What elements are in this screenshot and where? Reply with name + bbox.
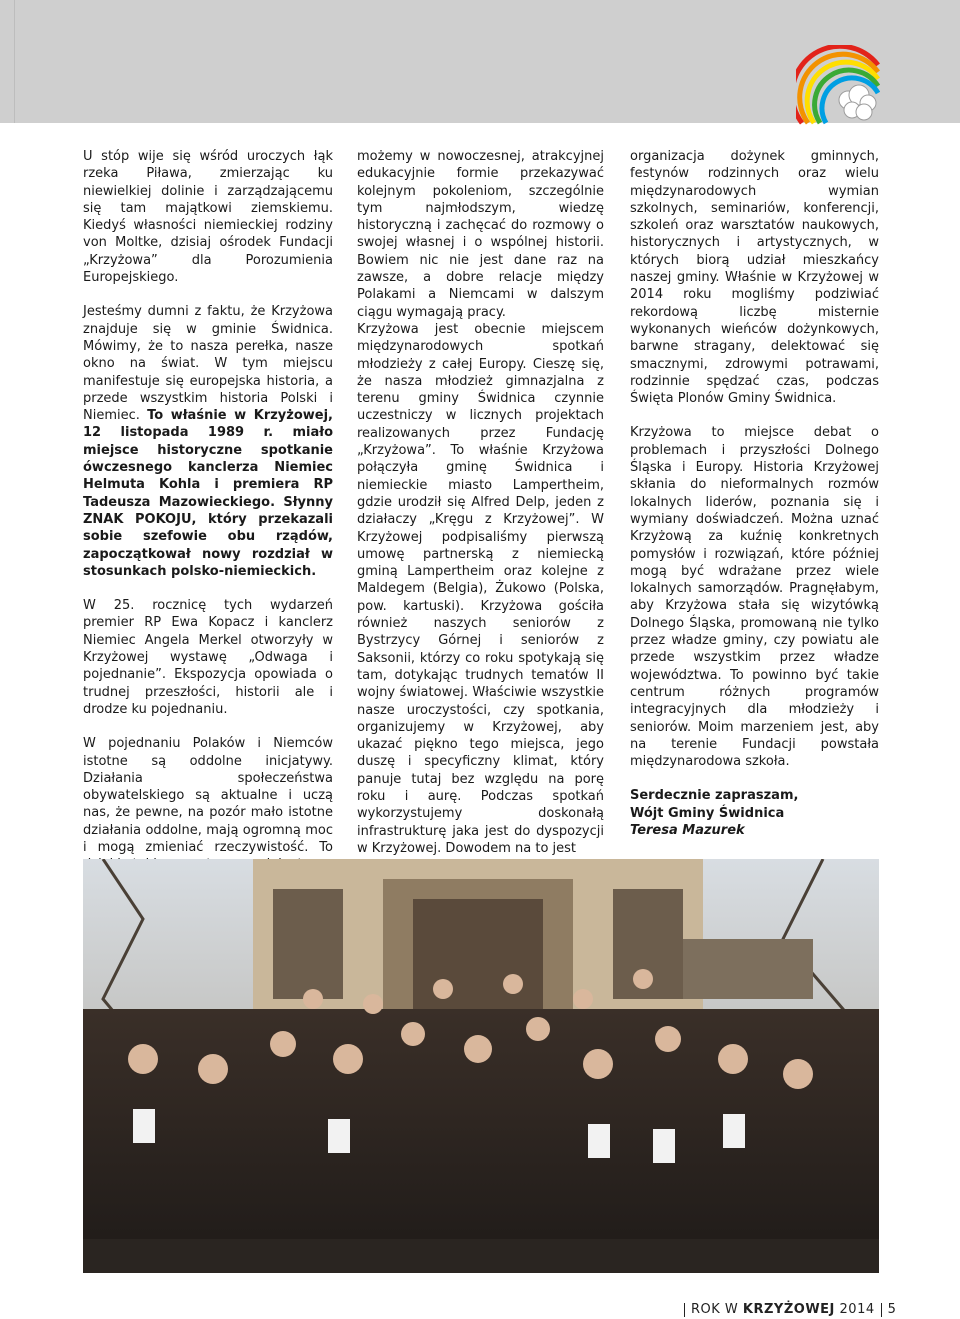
- footer-divider: [881, 1303, 882, 1317]
- paragraph: W 25. rocznicę tych wydarzeń premier RP Ewa Kopacz i kanclerz Niemiec Angela Merkel otworzyły w Krzyżowej wystawę „Odwaga i pojednanie”. Ekspozycja opowiada o trudnej przeszłości, historii ale i drodze ku pojednaniu.: [83, 598, 333, 717]
- paragraph: Krzyżowa to miejsce debat o problemach i przyszłości Dolnego Śląska i Europy. Historia Krzyżowej skłania do nieformalnych rozmów lokalnych liderów, poznania się i wymiany doświadczeń. Można uznać Krzyżową za kuźnię konkretnych pomysłów i rozwiązań, które później mogą być wdrażane przez wiele lokalnych samorządów. Pragnęłabym, aby Krzyżowa stała się wizytówką Dolnego Śląska, promowaną nie tylko przez władze gminy, czy powiatu ale przede wszystkim przez władze województwa. To powinno być takie centrum różnych programów integracyjnych dla młodzieży i seniorów. Moim marzeniem jest, aby na terenie Fundacji powstała międzynarodowa szkoła.: [630, 425, 879, 770]
- article-column-1: [83, 148, 333, 908]
- footer-brand: KRZYŻOWEJ: [742, 1302, 835, 1317]
- signer-title: Wójt Gminy Świdnica: [630, 805, 785, 821]
- footer-prefix: ROK W: [691, 1302, 743, 1317]
- paragraph-text: Jesteśmy dumni z faktu, że Krzyżowa znajduje się w gminie Świdnica. Mówimy, że to nasza perełka, nasze okno na świat. W tym miejscu manifestuje się europejska historia, a przede wszystkim historia Polski i Niemiec.: [83, 304, 333, 424]
- signer-name: Teresa Mazurek: [630, 822, 745, 838]
- article-column-3: [630, 148, 879, 839]
- group-photo: [83, 859, 879, 1273]
- page-footer: [678, 1302, 896, 1317]
- footer-divider: [684, 1303, 685, 1317]
- footer-year: 2014: [834, 1302, 875, 1317]
- page-number: 5: [887, 1302, 897, 1317]
- paragraph-bold-text: To właśnie w Krzyżowej, 12 listopada 1989 r. miało miejsce historyczne spotkanie ówczesnego kanclerza Niemiec Helmuta Kohla i premiera RP Tadeusza Mazowieckiego. Słynny ZNAK POKOJU, który przekazali sobie szefowie obu rządów, zapoczątkował nowy rozdział w stosunkach polsko-niemieckich.: [83, 408, 333, 579]
- paragraph: U stóp wije się wśród uroczych łąk rzeka Piława, zmierzając ku niewielkiej dolinie i zarządzającemu się tam majątkowi ziemskiemu. Kiedyś własności niemieckiej rodziny von Moltke, dzisiaj ośrodek Fundacji „Krzyżowa” dla Porozumienia Europejskiego.: [83, 149, 333, 286]
- paragraph: W pojednaniu Polaków i Niemców istotne są oddolne inicjatywy. Działania społeczeństwa obywatelskiego są aktualne i uczą nas, że pewne, na pozór mało istotne działania oddolne, mają ogromną moc i mogą zmieniać rzeczywistość. To: [83, 736, 333, 855]
- paragraph: Krzyżowa jest obecnie miejscem międzynarodowych spotkań młodzieży z całej Europy. Cieszę się, że nasza młodzież gimnazjalna z terenu gminy Świdnica czynnie uczestniczy w licznych projektach realizowanych przez Fundację „Krzyżowa”. To właśnie Krzyżowa połączyła gminę Świdnica i niemieckie miasto Lampertheim, gdzie urodził się Alfred Delp, jeden z działaczy „Kręgu z Krzyżowej”. W Krzyżowej podpisaliśmy pierwszą umowę partnerską z niemiecką gminą Lampertheim oraz kolejne z Maldegem (Belgia), Żukowo (Polska, pow. kartuski). Krzyżowa gościła również naszych seniorów z Bystrzycy Górnej i seniorów z Saksonii, którzy co roku spotykają się tam, dotykając trudnych tematów II wojny światowej. Właściwie wszystkie nasze uroczystości, czy spotkania, organizujemy w Krzyżowej, aby ukazać piękno tego miejsca, jego duszę i specyficzny klimat, który panuje tutaj bez względu na porę roku i aurę. Podczas spotkań wykorzystujemy doskonałą infrastrukturę jaka jest do dyspozycji w Krzyżowej. Dowodem na to jest: [357, 321, 604, 856]
- closing-line: Serdecznie zapraszam,: [630, 788, 799, 804]
- rainbow-cloud-logo: [796, 45, 880, 125]
- article-column-2: [357, 148, 604, 874]
- signature-block: [630, 787, 879, 839]
- paragraph: organizacja dożynek gminnych, festynów rodzinnych oraz wielu międzynarodowych wymian szkolnych, seminariów, konferencji, szkoleń oraz warsztatów naukowych, historycznych i artystycznych, w których biorą udział mieszkańcy naszej gminy. Właśnie w Krzyżowej w 2014 roku mogliśmy podziwiać rekordową liczbę misternie wykonanych wieńców dożynkowych, barwne stragany, delektować się smacznymi, zdrowymi potrawami, rodzinnie spędzać czas, podczas Święta Plonów Gminy Świdnica.: [630, 149, 879, 407]
- paragraph: możemy w nowoczesnej, atrakcyjnej edukacyjnie formie przekazywać kolejnym pokoleniom, szczególnie tym najmłodszym, wiedzę historyczną i zachęcać do rozmowy o swojej własnej i o wspólnej historii. Bowiem nic nie jest dane raz na zawsze, a dobre relacje między Polakami a Niemcami w dalszym ciągu wymagają pracy.: [357, 149, 604, 320]
- paragraph: [83, 303, 333, 580]
